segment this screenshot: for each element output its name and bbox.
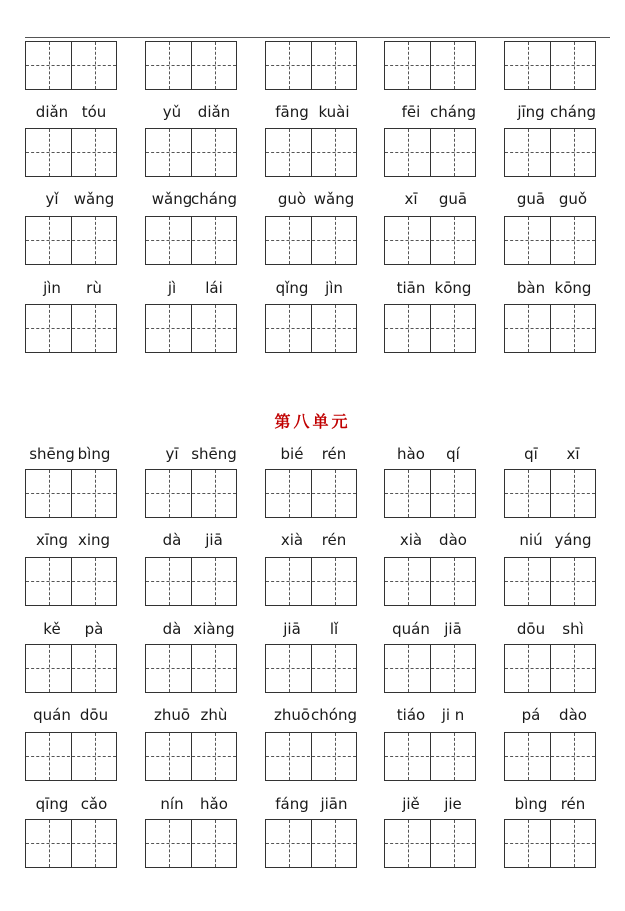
writing-box xyxy=(145,644,237,693)
pinyin-syllable: pá xyxy=(521,706,541,724)
pinyin-syllable: xī xyxy=(404,190,418,208)
pinyin-syllable: jiě xyxy=(402,795,420,813)
writing-box xyxy=(384,216,476,265)
pinyin-syllable: shēng xyxy=(29,445,75,463)
pinyin-syllable: zhuō xyxy=(153,706,191,724)
quarter-guide xyxy=(528,733,529,780)
pinyin-syllable: cháng xyxy=(550,103,596,121)
pinyin-syllable: zhuō xyxy=(273,706,311,724)
writing-box xyxy=(504,469,596,518)
pinyin-syllable: xing xyxy=(77,531,111,549)
pinyin-syllable: bàn xyxy=(516,279,546,297)
quarter-guide xyxy=(454,129,455,176)
writing-box xyxy=(384,819,476,868)
pinyin-syllable: dào xyxy=(559,706,587,724)
pinyin-syllable: dōu xyxy=(79,706,109,724)
quarter-guide xyxy=(528,470,529,517)
pinyin-syllable: nín xyxy=(160,795,184,813)
pinyin-syllable: dōu xyxy=(516,620,546,638)
writing-box xyxy=(25,41,117,90)
pinyin-syllable: kōng xyxy=(434,279,472,297)
writing-box xyxy=(25,128,117,177)
pinyin-syllable: jìn xyxy=(325,279,343,297)
quarter-guide xyxy=(408,129,409,176)
pinyin-syllable: lǐ xyxy=(329,620,339,638)
quarter-guide xyxy=(528,42,529,89)
pinyin-syllable: fēi xyxy=(401,103,421,121)
quarter-guide xyxy=(408,733,409,780)
pinyin-syllable: qǐng xyxy=(275,279,309,297)
pinyin-syllable: guā xyxy=(438,190,468,208)
pinyin-row xyxy=(0,443,625,465)
pinyin-syllable: jiā xyxy=(444,620,462,638)
quarter-guide xyxy=(215,305,216,352)
writing-box xyxy=(25,644,117,693)
quarter-guide xyxy=(169,305,170,352)
pinyin-syllable: pà xyxy=(84,620,104,638)
pinyin-syllable: jì xyxy=(167,279,177,297)
quarter-guide xyxy=(528,645,529,692)
writing-box xyxy=(384,128,476,177)
quarter-guide xyxy=(454,305,455,352)
pinyin-syllable: cháng xyxy=(191,190,237,208)
quarter-guide xyxy=(335,558,336,605)
writing-box xyxy=(25,216,117,265)
pinyin-syllable: rù xyxy=(86,279,102,297)
quarter-guide xyxy=(454,820,455,867)
pinyin-syllable: shēng xyxy=(191,445,237,463)
quarter-guide xyxy=(49,733,50,780)
pinyin-syllable: shì xyxy=(562,620,584,638)
quarter-guide xyxy=(215,558,216,605)
pinyin-syllable: jiān xyxy=(320,795,348,813)
quarter-guide xyxy=(454,645,455,692)
quarter-guide xyxy=(95,42,96,89)
pinyin-syllable: xià xyxy=(399,531,423,549)
quarter-guide xyxy=(408,305,409,352)
writing-box xyxy=(145,41,237,90)
quarter-guide xyxy=(169,645,170,692)
top-rule xyxy=(25,37,610,38)
quarter-guide xyxy=(169,129,170,176)
quarter-guide xyxy=(289,733,290,780)
writing-box xyxy=(384,41,476,90)
quarter-guide xyxy=(335,217,336,264)
writing-box xyxy=(145,557,237,606)
quarter-guide xyxy=(574,733,575,780)
quarter-guide xyxy=(574,305,575,352)
writing-box xyxy=(265,128,357,177)
quarter-guide xyxy=(169,733,170,780)
quarter-guide xyxy=(95,129,96,176)
writing-box xyxy=(25,557,117,606)
quarter-guide xyxy=(408,217,409,264)
pinyin-syllable: jiā xyxy=(283,620,301,638)
quarter-guide xyxy=(408,42,409,89)
pinyin-syllable: tiān xyxy=(396,279,426,297)
writing-box xyxy=(384,304,476,353)
quarter-guide xyxy=(408,558,409,605)
pinyin-syllable: jìn xyxy=(43,279,61,297)
writing-box xyxy=(25,469,117,518)
pinyin-syllable: qī xyxy=(524,445,538,463)
quarter-guide xyxy=(574,470,575,517)
writing-box xyxy=(145,216,237,265)
pinyin-syllable: zhù xyxy=(200,706,228,724)
quarter-guide xyxy=(215,217,216,264)
pinyin-syllable: qīng xyxy=(35,795,69,813)
pinyin-syllable: ji n xyxy=(441,706,465,724)
quarter-guide xyxy=(335,470,336,517)
quarter-guide xyxy=(574,558,575,605)
pinyin-syllable: dào xyxy=(439,531,467,549)
quarter-guide xyxy=(408,820,409,867)
quarter-guide xyxy=(215,645,216,692)
pinyin-syllable: dà xyxy=(162,620,182,638)
pinyin-syllable: rén xyxy=(560,795,586,813)
quarter-guide xyxy=(289,42,290,89)
quarter-guide xyxy=(574,645,575,692)
writing-box xyxy=(265,819,357,868)
quarter-guide xyxy=(335,645,336,692)
writing-box xyxy=(384,557,476,606)
pinyin-syllable: quán xyxy=(33,706,71,724)
writing-box xyxy=(504,41,596,90)
pinyin-row xyxy=(0,101,625,123)
quarter-guide xyxy=(408,645,409,692)
writing-box xyxy=(504,216,596,265)
quarter-guide xyxy=(49,129,50,176)
quarter-guide xyxy=(528,217,529,264)
pinyin-syllable: quán xyxy=(392,620,430,638)
pinyin-syllable: yī xyxy=(165,445,179,463)
writing-box xyxy=(504,557,596,606)
quarter-guide xyxy=(454,470,455,517)
writing-box xyxy=(265,644,357,693)
quarter-guide xyxy=(408,470,409,517)
writing-box xyxy=(504,128,596,177)
pinyin-syllable: xīng xyxy=(35,531,69,549)
writing-box xyxy=(25,304,117,353)
writing-box xyxy=(265,469,357,518)
quarter-guide xyxy=(528,558,529,605)
writing-box xyxy=(145,469,237,518)
quarter-guide xyxy=(169,820,170,867)
pinyin-syllable: yǔ xyxy=(162,103,182,121)
quarter-guide xyxy=(289,470,290,517)
quarter-guide xyxy=(215,733,216,780)
quarter-guide xyxy=(289,645,290,692)
quarter-guide xyxy=(169,470,170,517)
pinyin-row xyxy=(0,793,625,815)
writing-box xyxy=(25,819,117,868)
quarter-guide xyxy=(95,733,96,780)
pinyin-syllable: wǎng xyxy=(313,190,355,208)
writing-box xyxy=(265,732,357,781)
pinyin-syllable: guā xyxy=(516,190,546,208)
writing-box xyxy=(384,469,476,518)
quarter-guide xyxy=(215,129,216,176)
quarter-guide xyxy=(215,42,216,89)
quarter-guide xyxy=(95,217,96,264)
pinyin-syllable: tiáo xyxy=(396,706,426,724)
pinyin-syllable: cǎo xyxy=(80,795,108,813)
quarter-guide xyxy=(528,305,529,352)
pinyin-syllable: wǎng xyxy=(151,190,193,208)
quarter-guide xyxy=(169,217,170,264)
quarter-guide xyxy=(95,470,96,517)
quarter-guide xyxy=(95,645,96,692)
quarter-guide xyxy=(95,820,96,867)
quarter-guide xyxy=(289,217,290,264)
quarter-guide xyxy=(335,305,336,352)
writing-box xyxy=(384,644,476,693)
quarter-guide xyxy=(335,733,336,780)
pinyin-syllable: jiā xyxy=(205,531,223,549)
pinyin-row xyxy=(0,529,625,551)
pinyin-syllable: diǎn xyxy=(35,103,69,121)
quarter-guide xyxy=(574,42,575,89)
writing-box xyxy=(384,732,476,781)
pinyin-syllable: yáng xyxy=(554,531,592,549)
pinyin-syllable: xī xyxy=(566,445,580,463)
pinyin-syllable: bìng xyxy=(514,795,548,813)
pinyin-syllable: kě xyxy=(43,620,61,638)
quarter-guide xyxy=(289,305,290,352)
writing-box xyxy=(145,128,237,177)
writing-box xyxy=(265,216,357,265)
pinyin-syllable: xiàng xyxy=(193,620,235,638)
quarter-guide xyxy=(574,820,575,867)
pinyin-syllable: xià xyxy=(280,531,304,549)
pinyin-syllable: guǒ xyxy=(558,190,588,208)
quarter-guide xyxy=(289,129,290,176)
quarter-guide xyxy=(335,129,336,176)
quarter-guide xyxy=(289,820,290,867)
pinyin-syllable: kōng xyxy=(554,279,592,297)
quarter-guide xyxy=(169,42,170,89)
pinyin-syllable: yǐ xyxy=(45,190,59,208)
pinyin-syllable: fáng xyxy=(275,795,309,813)
pinyin-syllable: jie xyxy=(444,795,462,813)
pinyin-syllable: guò xyxy=(277,190,307,208)
quarter-guide xyxy=(49,470,50,517)
quarter-guide xyxy=(574,217,575,264)
pinyin-syllable: jīng xyxy=(517,103,545,121)
pinyin-syllable: wǎng xyxy=(73,190,115,208)
quarter-guide xyxy=(335,820,336,867)
pinyin-syllable: kuài xyxy=(318,103,350,121)
pinyin-syllable: diǎn xyxy=(197,103,231,121)
pinyin-syllable: rén xyxy=(321,445,347,463)
quarter-guide xyxy=(215,470,216,517)
quarter-guide xyxy=(574,129,575,176)
writing-box xyxy=(504,644,596,693)
quarter-guide xyxy=(335,42,336,89)
quarter-guide xyxy=(49,558,50,605)
quarter-guide xyxy=(454,42,455,89)
pinyin-syllable: dà xyxy=(162,531,182,549)
quarter-guide xyxy=(454,217,455,264)
pinyin-syllable: bié xyxy=(280,445,304,463)
quarter-guide xyxy=(454,558,455,605)
quarter-guide xyxy=(49,217,50,264)
pinyin-syllable: rén xyxy=(321,531,347,549)
quarter-guide xyxy=(169,558,170,605)
pinyin-syllable: qí xyxy=(446,445,460,463)
quarter-guide xyxy=(528,129,529,176)
writing-box xyxy=(265,41,357,90)
pinyin-row xyxy=(0,618,625,640)
writing-box xyxy=(265,557,357,606)
pinyin-row xyxy=(0,277,625,299)
section-title: 第八单元 xyxy=(274,412,351,431)
quarter-guide xyxy=(95,558,96,605)
pinyin-syllable: chóng xyxy=(311,706,357,724)
pinyin-row xyxy=(0,704,625,726)
pinyin-syllable: fāng xyxy=(275,103,309,121)
quarter-guide xyxy=(49,305,50,352)
pinyin-syllable: tóu xyxy=(81,103,107,121)
pinyin-syllable: lái xyxy=(205,279,223,297)
quarter-guide xyxy=(49,645,50,692)
writing-box xyxy=(145,732,237,781)
quarter-guide xyxy=(49,42,50,89)
pinyin-syllable: bìng xyxy=(77,445,111,463)
quarter-guide xyxy=(528,820,529,867)
writing-box xyxy=(145,304,237,353)
writing-box xyxy=(265,304,357,353)
quarter-guide xyxy=(95,305,96,352)
quarter-guide xyxy=(454,733,455,780)
quarter-guide xyxy=(289,558,290,605)
writing-box xyxy=(145,819,237,868)
writing-box xyxy=(504,304,596,353)
pinyin-syllable: niú xyxy=(519,531,543,549)
writing-box xyxy=(25,732,117,781)
quarter-guide xyxy=(215,820,216,867)
pinyin-syllable: hǎo xyxy=(200,795,228,813)
writing-box xyxy=(504,732,596,781)
pinyin-syllable: cháng xyxy=(430,103,476,121)
pinyin-syllable: hào xyxy=(397,445,425,463)
writing-box xyxy=(504,819,596,868)
quarter-guide xyxy=(49,820,50,867)
pinyin-row xyxy=(0,188,625,210)
